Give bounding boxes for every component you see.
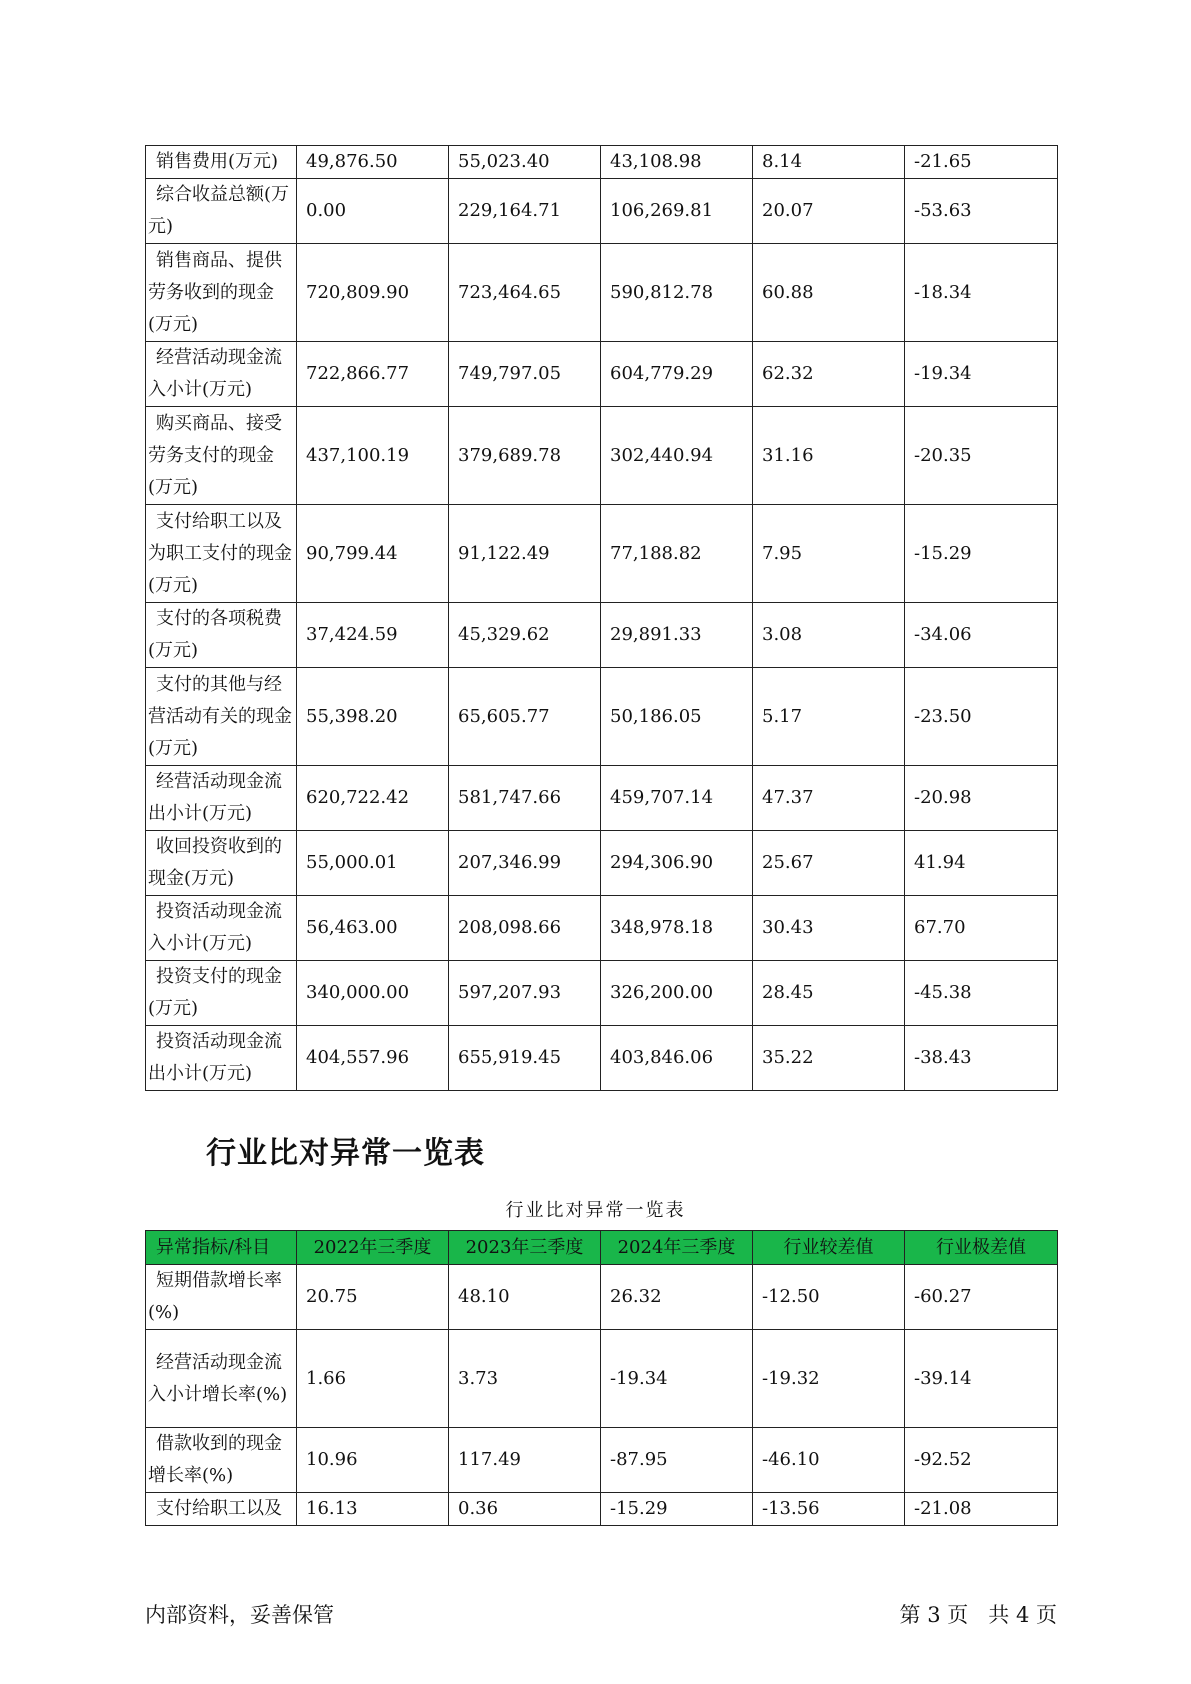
value-cell: 326,200.00 — [601, 961, 753, 1026]
footer-confidential-note: 内部资料，妥善保管 — [145, 1603, 334, 1627]
value-cell: 722,866.77 — [297, 342, 449, 407]
value-cell: -18.34 — [905, 244, 1058, 342]
value-cell: 26.32 — [601, 1265, 753, 1330]
value-cell: 3.73 — [449, 1330, 601, 1428]
value-cell: 31.16 — [753, 407, 905, 505]
value-cell: 749,797.05 — [449, 342, 601, 407]
value-cell: 55,398.20 — [297, 668, 449, 766]
column-header: 行业较差值 — [753, 1231, 905, 1265]
value-cell: -20.98 — [905, 766, 1058, 831]
value-cell: 16.13 — [297, 1493, 449, 1526]
row-label: 支付的各项税费(万元) — [146, 603, 297, 668]
value-cell: 597,207.93 — [449, 961, 601, 1026]
value-cell: -19.34 — [601, 1330, 753, 1428]
value-cell: 620,722.42 — [297, 766, 449, 831]
value-cell: 720,809.90 — [297, 244, 449, 342]
value-cell: 459,707.14 — [601, 766, 753, 831]
value-cell: -21.08 — [905, 1493, 1058, 1526]
row-label: 经营活动现金流入小计(万元) — [146, 342, 297, 407]
table-row — [146, 342, 1058, 407]
value-cell: 91,122.49 — [449, 505, 601, 603]
value-cell: 62.32 — [753, 342, 905, 407]
value-cell: 30.43 — [753, 896, 905, 961]
value-cell: 28.45 — [753, 961, 905, 1026]
row-label: 支付的其他与经营活动有关的现金(万元) — [146, 668, 297, 766]
table-row — [146, 1265, 1058, 1330]
table-row — [146, 961, 1058, 1026]
value-cell: 207,346.99 — [449, 831, 601, 896]
value-cell: -19.34 — [905, 342, 1058, 407]
table-row — [146, 146, 1058, 179]
value-cell: -46.10 — [753, 1428, 905, 1493]
value-cell: -34.06 — [905, 603, 1058, 668]
value-cell: 229,164.71 — [449, 179, 601, 244]
value-cell: 404,557.96 — [297, 1026, 449, 1091]
table-row — [146, 668, 1058, 766]
value-cell: -19.32 — [753, 1330, 905, 1428]
value-cell: 302,440.94 — [601, 407, 753, 505]
row-label: 收回投资收到的现金(万元) — [146, 831, 297, 896]
value-cell: 10.96 — [297, 1428, 449, 1493]
value-cell: 48.10 — [449, 1265, 601, 1330]
value-cell: -53.63 — [905, 179, 1058, 244]
value-cell: 723,464.65 — [449, 244, 601, 342]
value-cell: 55,023.40 — [449, 146, 601, 179]
table-row — [146, 831, 1058, 896]
row-label: 经营活动现金流出小计(万元) — [146, 766, 297, 831]
value-cell: -23.50 — [905, 668, 1058, 766]
table-row — [146, 179, 1058, 244]
value-cell: 117.49 — [449, 1428, 601, 1493]
table-row — [146, 505, 1058, 603]
value-cell: -45.38 — [905, 961, 1058, 1026]
column-header: 行业极差值 — [905, 1231, 1058, 1265]
row-label: 投资活动现金流入小计(万元) — [146, 896, 297, 961]
value-cell: 1.66 — [297, 1330, 449, 1428]
value-cell: -20.35 — [905, 407, 1058, 505]
table-header-row — [146, 1231, 1058, 1265]
value-cell: -60.27 — [905, 1265, 1058, 1330]
section-title: 行业比对异常一览表 — [206, 1136, 485, 1171]
financial-data-table — [145, 145, 1058, 1091]
table-row — [146, 407, 1058, 505]
row-label: 经营活动现金流入小计增长率(%) — [146, 1330, 297, 1428]
value-cell: 5.17 — [753, 668, 905, 766]
industry-anomaly-table — [145, 1230, 1058, 1526]
row-label: 销售费用(万元) — [146, 146, 297, 179]
value-cell: 403,846.06 — [601, 1026, 753, 1091]
value-cell: 348,978.18 — [601, 896, 753, 961]
footer-page-number: 第 3 页 共 4 页 — [899, 1603, 1057, 1627]
table-row — [146, 1493, 1058, 1526]
value-cell: 379,689.78 — [449, 407, 601, 505]
value-cell: 3.08 — [753, 603, 905, 668]
value-cell: 35.22 — [753, 1026, 905, 1091]
value-cell: -38.43 — [905, 1026, 1058, 1091]
value-cell: -92.52 — [905, 1428, 1058, 1493]
row-label: 投资活动现金流出小计(万元) — [146, 1026, 297, 1091]
row-label: 短期借款增长率(%) — [146, 1265, 297, 1330]
column-header: 2022年三季度 — [297, 1231, 449, 1265]
value-cell: 50,186.05 — [601, 668, 753, 766]
value-cell: 655,919.45 — [449, 1026, 601, 1091]
value-cell: 25.67 — [753, 831, 905, 896]
table-row — [146, 766, 1058, 831]
value-cell: 67.70 — [905, 896, 1058, 961]
value-cell: 208,098.66 — [449, 896, 601, 961]
value-cell: 437,100.19 — [297, 407, 449, 505]
value-cell: -15.29 — [905, 505, 1058, 603]
value-cell: -21.65 — [905, 146, 1058, 179]
table-row — [146, 896, 1058, 961]
value-cell: -87.95 — [601, 1428, 753, 1493]
table-row — [146, 1330, 1058, 1428]
value-cell: 47.37 — [753, 766, 905, 831]
value-cell: 0.00 — [297, 179, 449, 244]
value-cell: 41.94 — [905, 831, 1058, 896]
value-cell: 60.88 — [753, 244, 905, 342]
table-row — [146, 603, 1058, 668]
row-label: 支付给职工以及为职工支付的现金(万元) — [146, 505, 297, 603]
value-cell: 604,779.29 — [601, 342, 753, 407]
value-cell: 8.14 — [753, 146, 905, 179]
value-cell: -13.56 — [753, 1493, 905, 1526]
row-label: 销售商品、提供劳务收到的现金(万元) — [146, 244, 297, 342]
value-cell: 20.07 — [753, 179, 905, 244]
table-row — [146, 244, 1058, 342]
value-cell: -12.50 — [753, 1265, 905, 1330]
value-cell: 43,108.98 — [601, 146, 753, 179]
table-row — [146, 1026, 1058, 1091]
value-cell: 0.36 — [449, 1493, 601, 1526]
row-label: 投资支付的现金(万元) — [146, 961, 297, 1026]
value-cell: 77,188.82 — [601, 505, 753, 603]
value-cell: 55,000.01 — [297, 831, 449, 896]
value-cell: 37,424.59 — [297, 603, 449, 668]
value-cell: 29,891.33 — [601, 603, 753, 668]
row-label: 支付给职工以及 — [146, 1493, 297, 1526]
value-cell: -15.29 — [601, 1493, 753, 1526]
value-cell: 65,605.77 — [449, 668, 601, 766]
value-cell: 590,812.78 — [601, 244, 753, 342]
row-label: 借款收到的现金增长率(%) — [146, 1428, 297, 1493]
column-header: 2023年三季度 — [449, 1231, 601, 1265]
table-caption: 行业比对异常一览表 — [505, 1200, 686, 1221]
value-cell: 20.75 — [297, 1265, 449, 1330]
value-cell: 7.95 — [753, 505, 905, 603]
value-cell: 340,000.00 — [297, 961, 449, 1026]
value-cell: 106,269.81 — [601, 179, 753, 244]
value-cell: 49,876.50 — [297, 146, 449, 179]
value-cell: 56,463.00 — [297, 896, 449, 961]
column-header: 2024年三季度 — [601, 1231, 753, 1265]
table-row — [146, 1428, 1058, 1493]
value-cell: 90,799.44 — [297, 505, 449, 603]
row-label: 综合收益总额(万元) — [146, 179, 297, 244]
value-cell: -39.14 — [905, 1330, 1058, 1428]
row-label: 购买商品、接受劳务支付的现金(万元) — [146, 407, 297, 505]
value-cell: 581,747.66 — [449, 766, 601, 831]
column-header: 异常指标/科目 — [146, 1231, 297, 1265]
value-cell: 294,306.90 — [601, 831, 753, 896]
value-cell: 45,329.62 — [449, 603, 601, 668]
